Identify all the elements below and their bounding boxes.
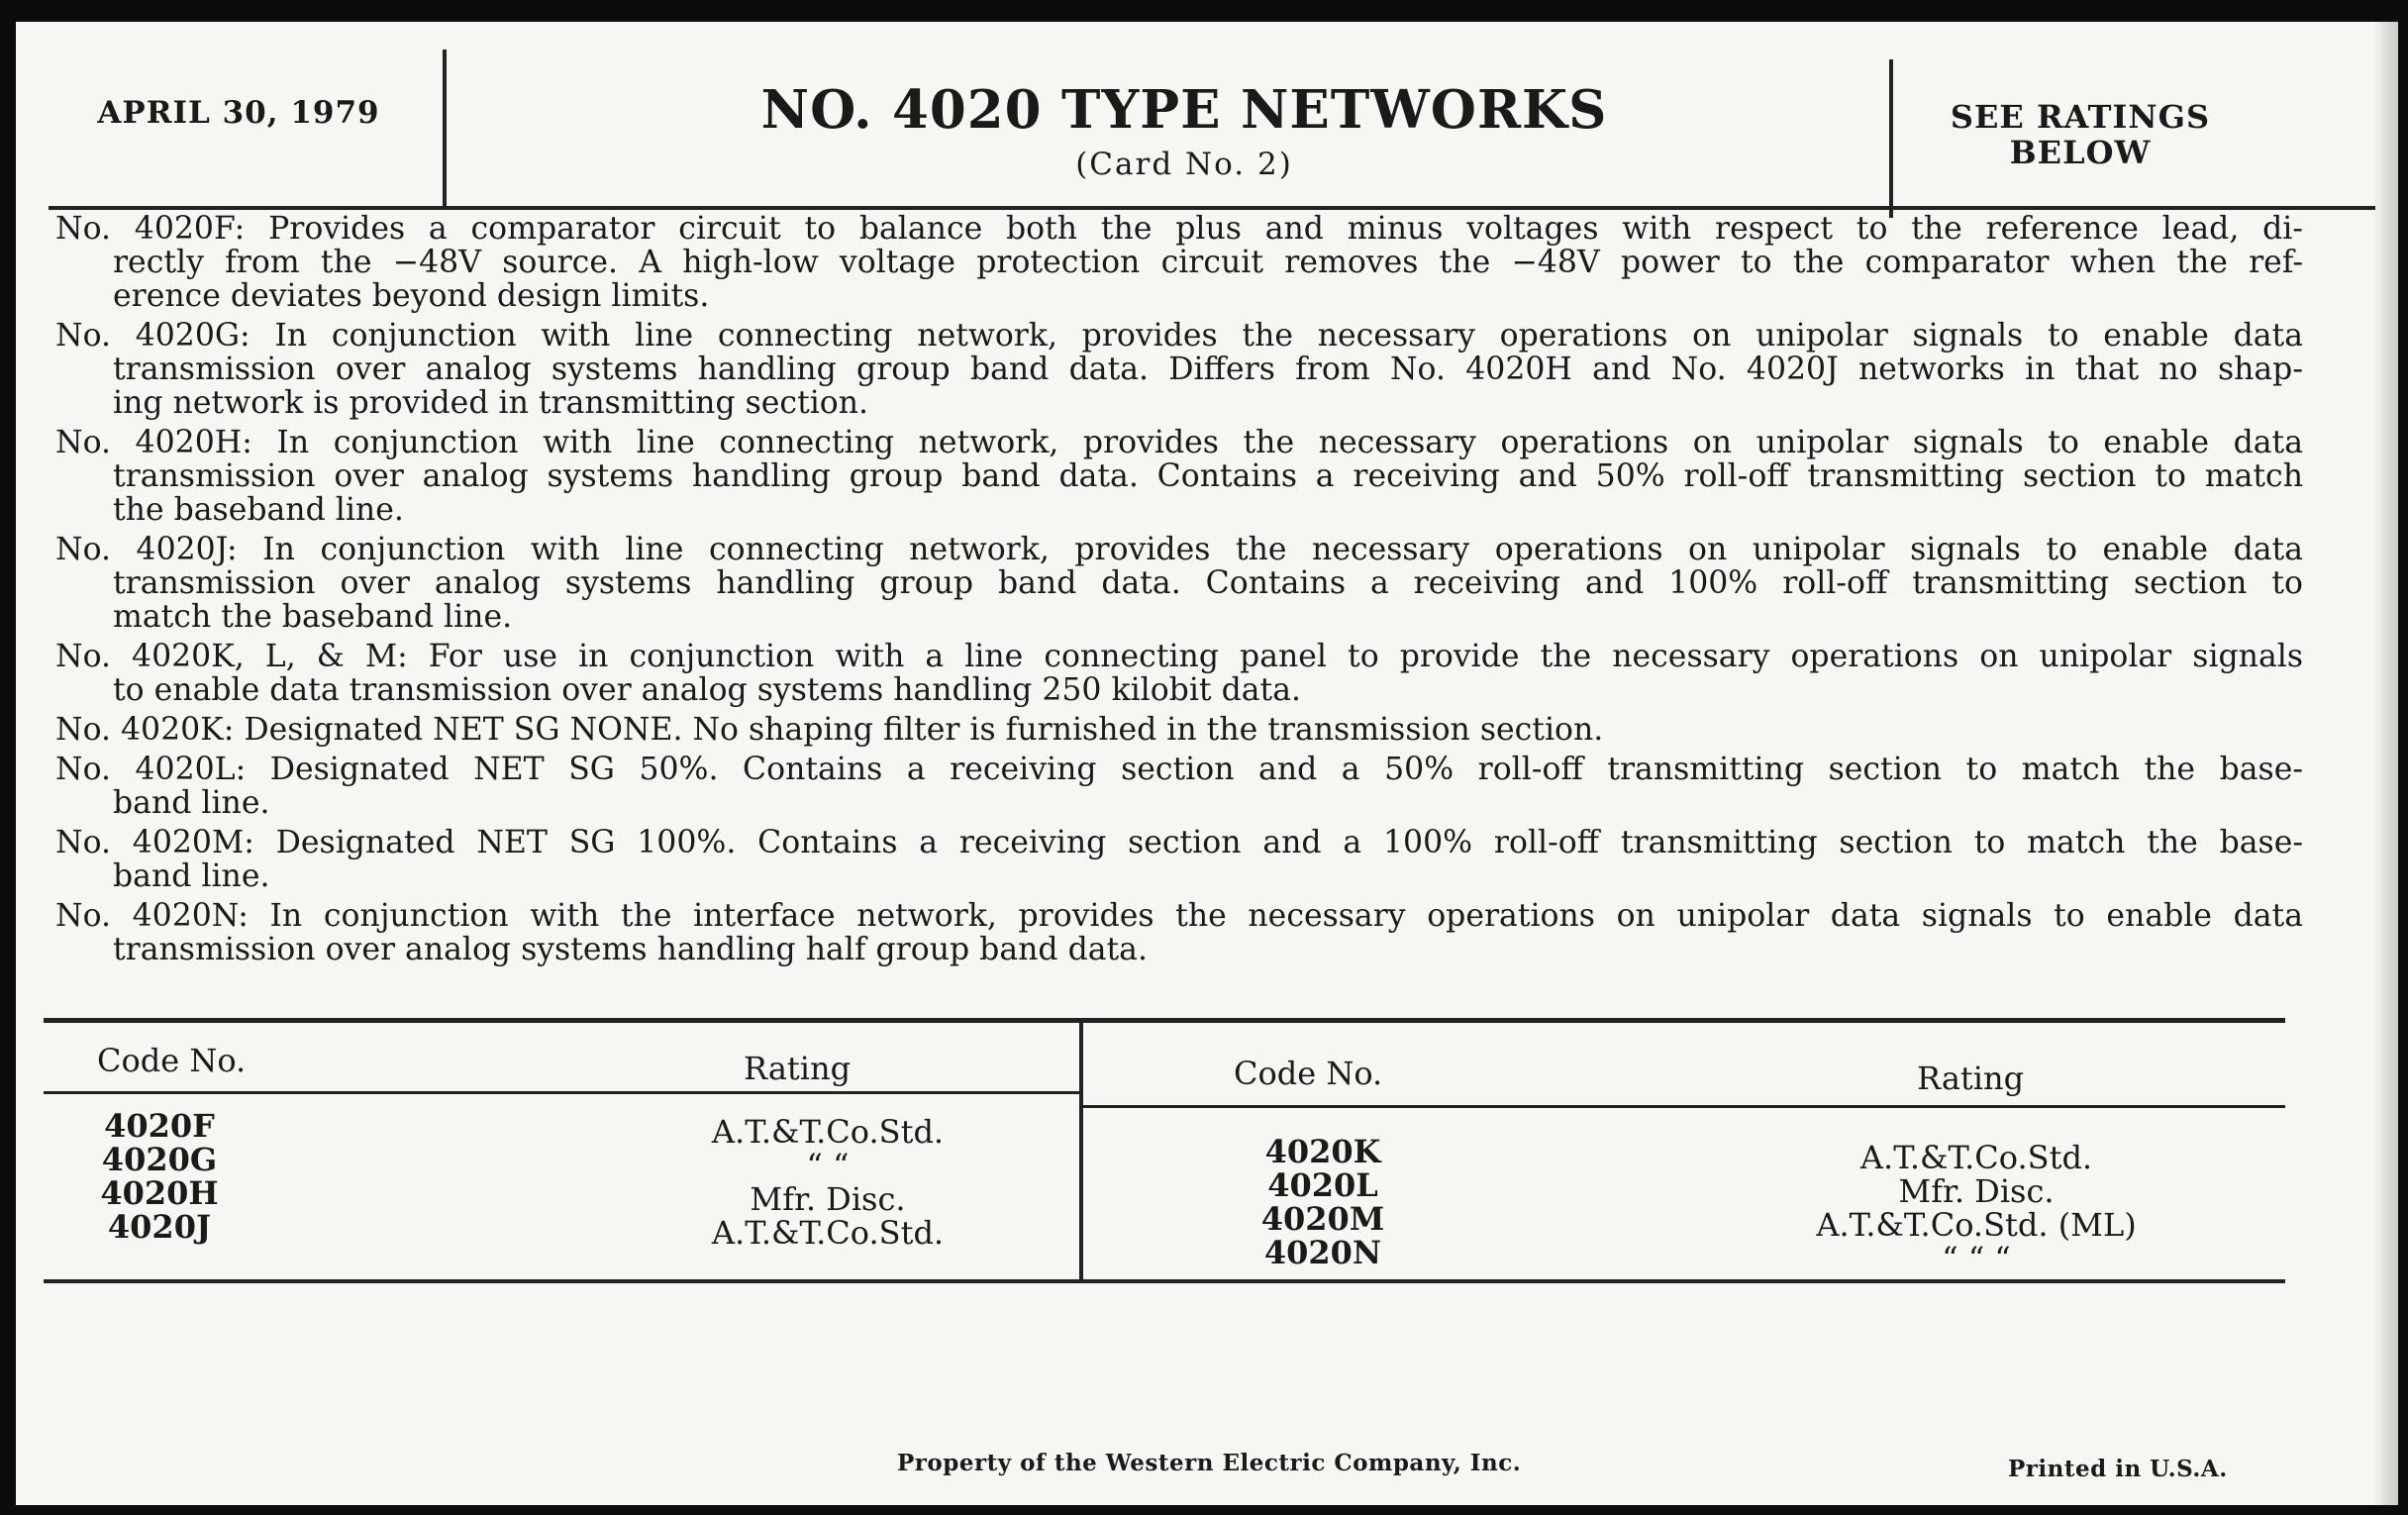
description-line: transmission over analog systems handling group band data. Differs from No. 4020H and No. 4020J networks in that no shap- xyxy=(113,352,2303,387)
code-cell: 4020F xyxy=(104,1107,215,1145)
description-line: erence deviates beyond design limits. xyxy=(113,278,710,314)
description-paragraph xyxy=(55,753,2303,820)
code-cell: 4020L xyxy=(1267,1166,1378,1204)
issue-date: APRIL 30, 1979 xyxy=(97,95,380,131)
description-line: No. 4020K: Designated NET SG NONE. No shaping filter is furnished in the transmission section. xyxy=(55,712,1604,748)
network-descriptions xyxy=(55,212,2303,972)
code-cell: 4020K xyxy=(1264,1133,1381,1170)
printed-notice: Printed in U.S.A. xyxy=(2008,1456,2228,1482)
description-line: No. 4020N: In conjunction with the interface network, provides the necessary operations on unipolar data signals to enable data xyxy=(55,898,2303,934)
description-line: No. 4020L: Designated NET SG 50%. Contains a receiving section and a 50% roll-off transmitting section to match the base- xyxy=(55,752,2303,787)
rating-cell: “ “ “ xyxy=(1942,1240,2011,1277)
description-line: No. 4020M: Designated NET SG 100%. Contains a receiving section and a 100% roll-off transmitting section to match the base- xyxy=(55,825,2303,860)
card-edge-shadow xyxy=(2372,22,2398,1505)
code-cell: 4020J xyxy=(107,1208,212,1246)
description-line: No. 4020H: In conjunction with line connecting network, provides the necessary operations on unipolar signals to enable data xyxy=(55,425,2303,460)
header-divider-left xyxy=(443,50,447,206)
description-paragraph xyxy=(55,826,2303,893)
code-cell: 4020N xyxy=(1263,1234,1382,1271)
table-bottom-rule xyxy=(44,1279,2285,1283)
right-header-underline xyxy=(1083,1105,2285,1108)
left-header-underline xyxy=(44,1091,1079,1094)
ratings-note-line2: BELOW xyxy=(2009,134,2152,171)
rating-cell: A.T.&T.Co.Std. (ML) xyxy=(1816,1206,2137,1244)
description-line: rectly from the −48V source. A high-low voltage protection circuit removes the −48V power to the comparator when the ref- xyxy=(113,245,2303,280)
description-line: transmission over analog systems handling half group band data. xyxy=(113,932,1148,967)
description-line: No. 4020F: Provides a comparator circuit to balance both the plus and minus voltages with respect to the reference lead, di- xyxy=(55,211,2303,247)
description-line: match the baseband line. xyxy=(113,599,513,635)
ratings-note xyxy=(1917,99,2244,170)
code-cell: 4020G xyxy=(101,1141,218,1178)
header-divider-right xyxy=(1889,59,1893,218)
rating-cell: “ “ xyxy=(806,1147,850,1184)
rating-cell: Mfr. Disc. xyxy=(1898,1172,2055,1210)
card-number: (Card No. 2) xyxy=(1075,147,1293,182)
rating-cell: A.T.&T.Co.Std. xyxy=(711,1113,945,1151)
description-paragraph xyxy=(55,319,2303,420)
description-line: No. 4020K, L, & M: For use in conjunction with a line connecting panel to provide the necessary operations on unipolar signals xyxy=(55,639,2303,674)
property-notice: Property of the Western Electric Company, Inc. xyxy=(897,1450,1522,1476)
index-card xyxy=(16,22,2398,1505)
left-code-column xyxy=(75,1109,244,1244)
left-rating-column xyxy=(570,1115,1085,1250)
description-line: No. 4020J: In conjunction with line connecting network, provides the necessary operations on unipolar signals to enable data xyxy=(55,532,2303,567)
description-line: ing network is provided in transmitting section. xyxy=(113,385,869,421)
right-code-header: Code No. xyxy=(1234,1055,1383,1092)
code-cell: 4020H xyxy=(100,1174,219,1212)
description-paragraph xyxy=(55,713,2303,747)
rating-cell: A.T.&T.Co.Std. xyxy=(1859,1139,2093,1176)
right-rating-column xyxy=(1768,1141,2184,1275)
code-cell: 4020M xyxy=(1260,1200,1385,1238)
description-line: transmission over analog systems handling group band data. Contains a receiving and 50% roll-off transmitting section to match xyxy=(113,458,2303,494)
left-code-header: Code No. xyxy=(97,1042,247,1079)
ratings-note-line1: SEE RATINGS xyxy=(1950,98,2211,136)
description-paragraph xyxy=(55,899,2303,966)
description-paragraph xyxy=(55,640,2303,707)
description-line: to enable data transmission over analog systems handling 250 kilobit data. xyxy=(113,672,1301,708)
description-line: band line. xyxy=(113,858,270,894)
description-paragraph xyxy=(55,533,2303,634)
description-line: No. 4020G: In conjunction with line connecting network, provides the necessary operations on unipolar signals to enable data xyxy=(55,318,2303,354)
right-rating-header: Rating xyxy=(1917,1060,2025,1097)
right-code-column xyxy=(1234,1135,1412,1269)
header-rule xyxy=(49,206,2375,210)
page-title: NO. 4020 TYPE NETWORKS xyxy=(760,79,1608,141)
description-paragraph xyxy=(55,426,2303,527)
table-top-rule xyxy=(44,1018,2285,1023)
description-line: band line. xyxy=(113,785,270,821)
left-rating-header: Rating xyxy=(744,1050,852,1087)
rating-cell: Mfr. Disc. xyxy=(750,1180,906,1218)
description-paragraph xyxy=(55,212,2303,313)
rating-cell: A.T.&T.Co.Std. xyxy=(711,1214,945,1252)
description-line: the baseband line. xyxy=(113,492,404,528)
description-line: transmission over analog systems handling group band data. Contains a receiving and 100% roll-off transmitting section to xyxy=(113,565,2303,601)
